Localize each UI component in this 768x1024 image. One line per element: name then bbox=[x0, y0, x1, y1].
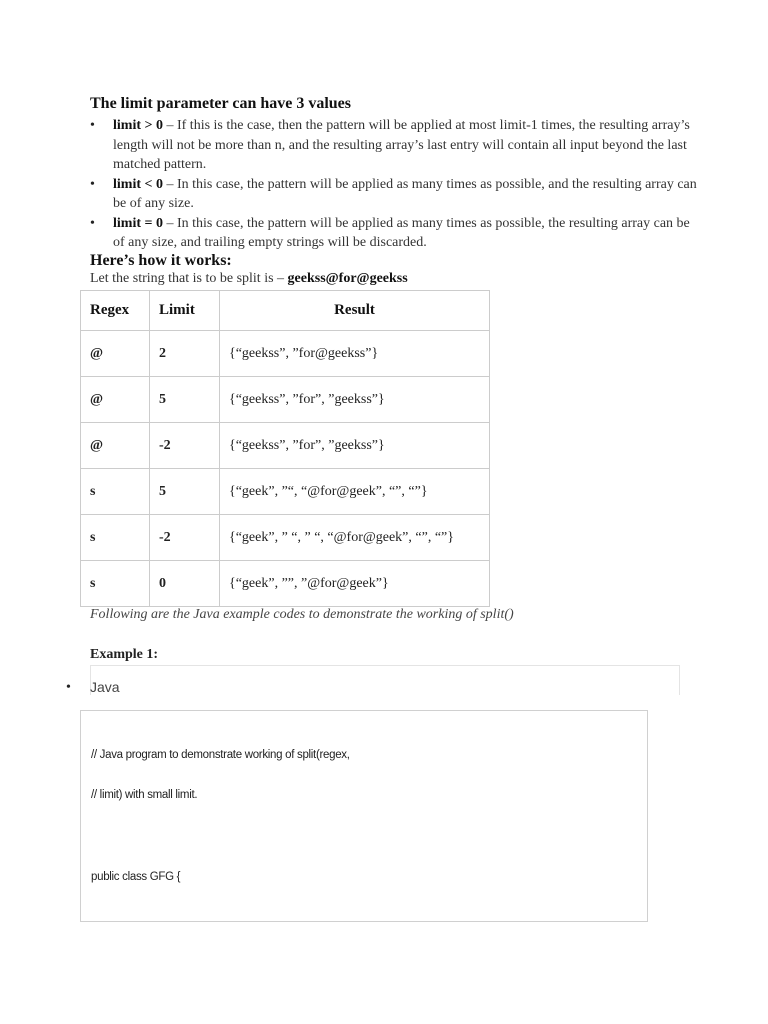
table-row bbox=[81, 515, 490, 561]
cell-regex: s bbox=[81, 515, 150, 561]
cell-regex: @ bbox=[81, 377, 150, 423]
table-row bbox=[81, 469, 490, 515]
cell-result: {“geekss”, ”for”, ”geekss”} bbox=[220, 423, 490, 469]
table-row bbox=[81, 423, 490, 469]
cell-regex: @ bbox=[81, 331, 150, 377]
code-block bbox=[80, 710, 648, 922]
split-examples-table bbox=[80, 290, 490, 607]
cell-result: {“geek”, ””, ”@for@geek”} bbox=[220, 561, 490, 607]
table-header-row bbox=[81, 291, 490, 331]
list-item bbox=[113, 175, 703, 214]
tab-java[interactable]: Java bbox=[90, 679, 120, 695]
list-item bbox=[113, 214, 703, 253]
cell-result: {“geekss”, ”for@geekss”} bbox=[220, 331, 490, 377]
code-line: public class GFG { bbox=[91, 871, 181, 883]
intro-label: Let the string that is to be split is – bbox=[90, 271, 288, 286]
limit-description: – In this case, the pattern will be applied as many times as possible, the resulting array can be of any size, and trailing empty strings will be discarded. bbox=[113, 215, 690, 250]
code-line: // Java program to demonstrate working of split(regex, bbox=[91, 749, 350, 761]
cell-regex: @ bbox=[81, 423, 150, 469]
header-limit: Limit bbox=[150, 291, 220, 331]
section-heading: The limit parameter can have 3 values bbox=[90, 95, 352, 112]
cell-regex: s bbox=[81, 469, 150, 515]
cell-limit: 5 bbox=[150, 377, 220, 423]
header-result: Result bbox=[220, 291, 490, 331]
cell-regex: s bbox=[81, 561, 150, 607]
limit-term: limit < 0 bbox=[113, 176, 163, 192]
cell-limit: 5 bbox=[150, 469, 220, 515]
intro-text bbox=[90, 271, 408, 287]
cell-limit: -2 bbox=[150, 423, 220, 469]
cell-limit: 2 bbox=[150, 331, 220, 377]
cell-result: {“geek”, ” “, ” “, “@for@geek”, “”, “”} bbox=[220, 515, 490, 561]
cell-result: {“geekss”, ”for”, ”geekss”} bbox=[220, 377, 490, 423]
limit-values-list bbox=[90, 116, 703, 253]
table-row bbox=[81, 377, 490, 423]
cell-limit: 0 bbox=[150, 561, 220, 607]
language-tab-bar bbox=[90, 665, 680, 695]
list-item bbox=[113, 116, 703, 175]
bullet-icon: • bbox=[66, 680, 71, 695]
example-string: geekss@for@geekss bbox=[287, 271, 408, 286]
limit-description: – If this is the case, then the pattern will be applied at most limit-1 times, the resulting array’s length will not be more than n, and the resulting array’s last entry will contain all input beyond the last matched pattern. bbox=[113, 118, 690, 172]
how-it-works-heading: Here’s how it works: bbox=[90, 252, 232, 269]
cell-limit: -2 bbox=[150, 515, 220, 561]
table-row bbox=[81, 331, 490, 377]
example-heading: Example 1: bbox=[90, 647, 159, 662]
limit-term: limit > 0 bbox=[113, 118, 163, 133]
code-line: // limit) with small limit. bbox=[91, 789, 198, 801]
following-text: Following are the Java example codes to demonstrate the working of split() bbox=[90, 607, 514, 622]
table-row bbox=[81, 561, 490, 607]
header-regex: Regex bbox=[81, 291, 150, 331]
limit-description: – In this case, the pattern will be applied as many times as possible, and the resulting array can be of any size. bbox=[113, 176, 697, 211]
cell-result: {“geek”, ”“, “@for@geek”, “”, “”} bbox=[220, 469, 490, 515]
limit-term: limit = 0 bbox=[113, 215, 163, 231]
